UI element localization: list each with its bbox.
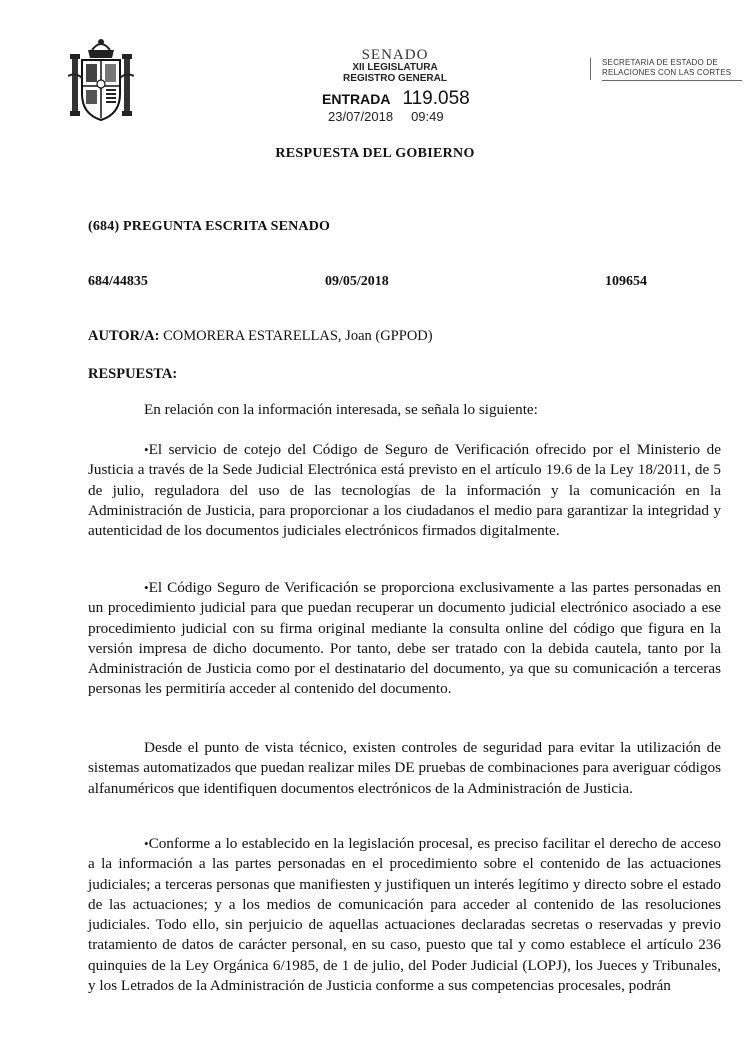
paragraph-4-text: Conforme a lo establecido en la legislación procesal, es preciso facilitar el derecho de acceso a la información a las partes personadas en el procedimiento sobre el contenido de las actuaciones judiciales; a terceras personas que manifiesten y justifiquen un interés legítimo y directo sobre el estado de las actuaciones; y a los medios de comunicación para acceder al contenido de las resoluciones judiciales. Todo ello, sin perjuicio de aquellas actuaciones declaradas secretas o reservadas y previo tratamiento de datos de carácter personal, en su caso, puesto que tal y como establece el artículo 236 quinquies de la Ley Orgánica 6/1985, de 1 de julio, del Poder Judicial (LOPJ), los Jueces y Tribunales, y los Letrados de la Administración de Justicia conforme a sus competencias procesales, podrán [88,835,721,995]
question-date: 09/05/2018 [325,274,389,289]
paragraph-2 [88,578,721,700]
question-title: (684) PREGUNTA ESCRITA SENADO [88,219,331,234]
stamp-datetime [328,109,444,124]
page-title: RESPUESTA DEL GOBIERNO [275,146,475,161]
spanish-coat-of-arms-icon [68,36,134,124]
question-number: 684/44835 [88,274,148,289]
response-label: RESPUESTA: [88,366,178,382]
author-line [88,328,433,345]
registry-stamp [300,47,490,124]
paragraph-3-text: Desde el punto de vista técnico, existen controles de seguridad para evitar la utilización de sistemas automatizados que puedan realizar miles DE pruebas de combinaciones para averiguar códigos alfanuméricos que identifiquen documentos electrónicos de la Administración de Justicia. [88,739,721,797]
bullet-icon: • [144,442,149,457]
paragraph-3 [88,738,721,799]
intro-paragraph [88,400,721,420]
stamp-entry [322,88,470,110]
author-label: AUTOR/A: [88,328,160,344]
paragraph-2-text: El Código Seguro de Verificación se proporciona exclusivamente a las partes personadas en un procedimiento judicial para que puedan recuperar un documento judicial electrónico asociado a ese procedimiento judicial con su firma original mediante la consulta online del código que figura en la versión impresa de dicho documento. Por tanto, debe ser tratado con la debida cautela, tanto por la Administración de Justicia como por el destinatario del documento, ya que su comunicación a terceras personas les permitiría acceder al contenido del documento. [88,579,721,698]
bullet-icon: • [144,836,149,851]
author-value: COMORERA ESTARELLAS, Joan (GPPOD) [163,328,433,344]
secretaria-label [602,58,742,78]
stamp-time: 09:49 [411,109,444,124]
stamp-entry-label: ENTRADA [322,91,391,107]
question-code: 109654 [605,274,647,289]
stamp-legislature: XII LEGISLATURA [352,62,438,73]
bullet-icon: • [144,580,149,595]
paragraph-4 [88,834,721,996]
stamp-institution: SENADO [361,47,429,63]
paragraph-1-text: El servicio de cotejo del Código de Seguro de Verificación ofrecido por el Ministerio de Justicia a través de la Sede Judicial Electrónica está previsto en el artículo 19.6 de la Ley 18/2011, de 5 de julio, reguladora del uso de las tecnologías de la información y la comunicación en la Administración de Justicia, para proporcionar a los ciudadanos el medio para garantizar la integridad y autenticidad de los documentos judiciales electrónicos firmados digitalmente. [88,441,721,540]
paragraph-1 [88,440,721,541]
stamp-registry: REGISTRO GENERAL [343,73,447,84]
stamp-entry-number: 119.058 [402,88,470,109]
intro-text: En relación con la información interesada, se señala lo siguiente: [144,401,538,418]
secretaria-text: SECRETARIA DE ESTADO DE RELACIONES CON LAS CORTES [602,58,732,77]
stamp-date: 23/07/2018 [328,109,394,124]
